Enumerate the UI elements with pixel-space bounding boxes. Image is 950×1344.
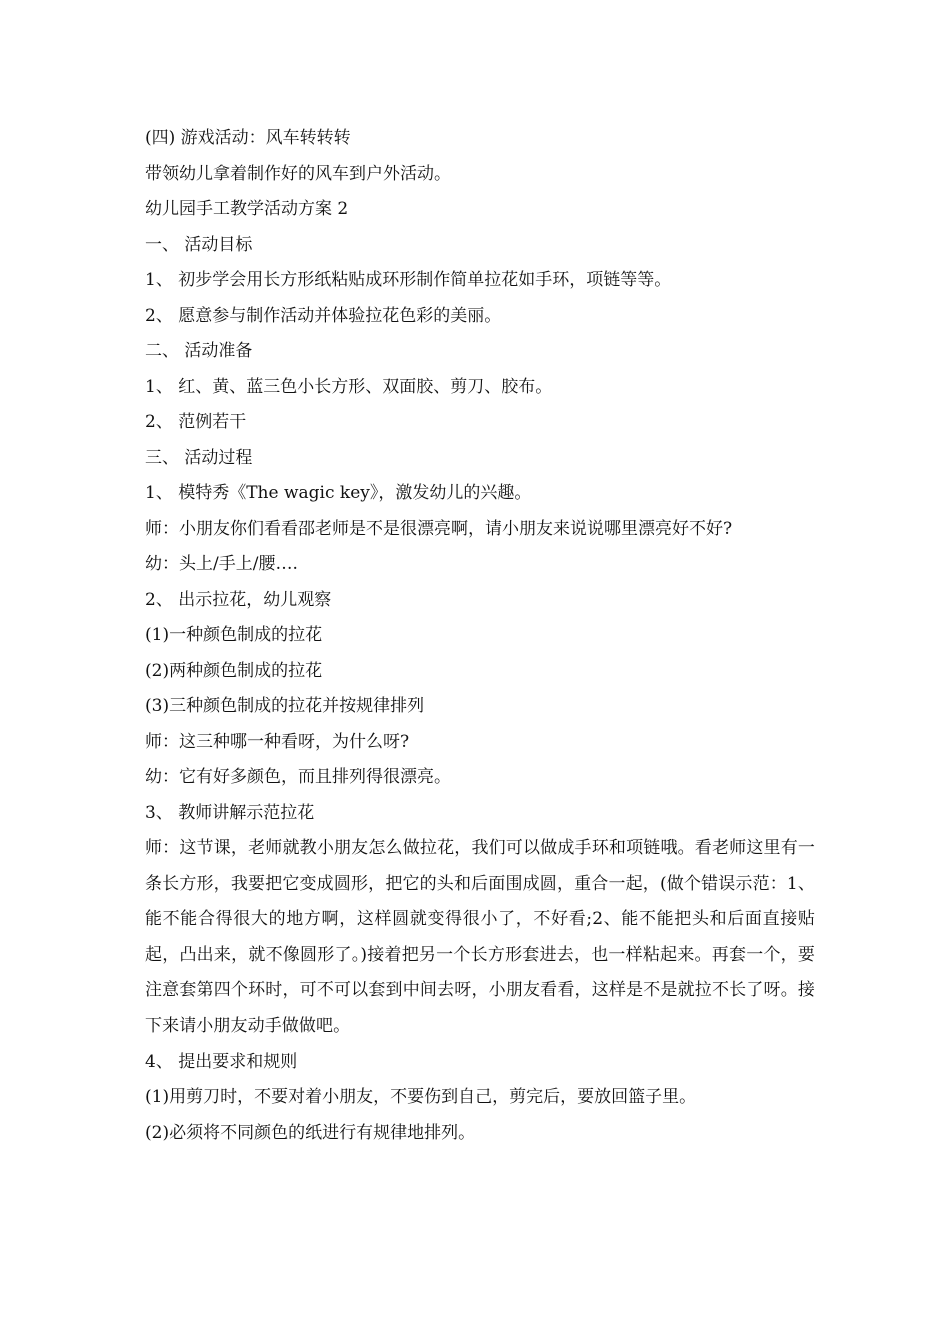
sub-list-item: (3)三种颜色制成的拉花并按规律排列 [145,696,425,716]
section-heading-goals: 一、 活动目标 [145,234,253,255]
list-item: 2、 范例若干 [145,412,247,432]
list-item: 3、 教师讲解示范拉花 [145,802,315,823]
section-heading-preparation: 二、 活动准备 [145,341,253,361]
dialogue-line: 师：这三种哪一种看呀，为什么呀? [145,731,410,752]
sub-list-item: (1)一种颜色制成的拉花 [145,625,323,645]
list-item: 4、 提出要求和规则 [145,1051,298,1072]
document-title: 幼儿园手工教学活动方案 2 [145,199,349,219]
list-item: 1、 初步学会用长方形纸粘贴成环形制作简单拉花如手环，项链等等。 [145,270,672,290]
dialogue-line: 师：小朋友你们看看邵老师是不是很漂亮啊，请小朋友来说说哪里漂亮好不好? [145,518,733,539]
section-heading-game: (四) 游戏活动：风车转转转 [145,128,351,148]
sub-list-item: (2)必须将不同颜色的纸进行有规律地排列。 [145,1122,476,1143]
list-item: 1、 红、黄、蓝三色小长方形、双面胶、剪刀、胶布。 [145,376,553,397]
sub-list-item: (1)用剪刀时，不要对着小朋友，不要伤到自己，剪完后，要放回篮子里。 [145,1087,697,1108]
body-paragraph: 师：这节课，老师就教小朋友怎么做拉花，我们可以做成手环和项链哦。看老师这里有一条长方形，我要把它变成圆形，把它的头和后面围成圆，重合一起，(做个错误示范：1、能不能合得很大的地方啊，这样圆就变得很小了，不好看;2、能不能把头和后面直接贴起，凸出来，就不像圆形了。)接着把另一个长方形套进去，也一样粘起来。再套一个，要注意套第四个环时，可不可以套到中间去呀，小朋友看看，这样是不是就拉不长了呀。接下来请小朋友动手做做吧。 [145,838,815,1036]
list-item: 2、 愿意参与制作活动并体验拉花色彩的美丽。 [145,305,502,326]
list-item: 1、 模特秀《The wagic key》，激发幼儿的兴趣。 [145,483,532,503]
text-line: 带领幼儿拿着制作好的风车到户外活动。 [145,163,451,184]
section-heading-process: 三、 活动过程 [145,447,253,468]
dialogue-line: 幼：头上/手上/腰…. [145,554,298,574]
dialogue-line: 幼：它有好多颜色，而且排列得很漂亮。 [145,767,451,787]
sub-list-item: (2)两种颜色制成的拉花 [145,660,323,681]
document-body [145,121,815,1151]
list-item: 2、 出示拉花，幼儿观察 [145,589,332,610]
